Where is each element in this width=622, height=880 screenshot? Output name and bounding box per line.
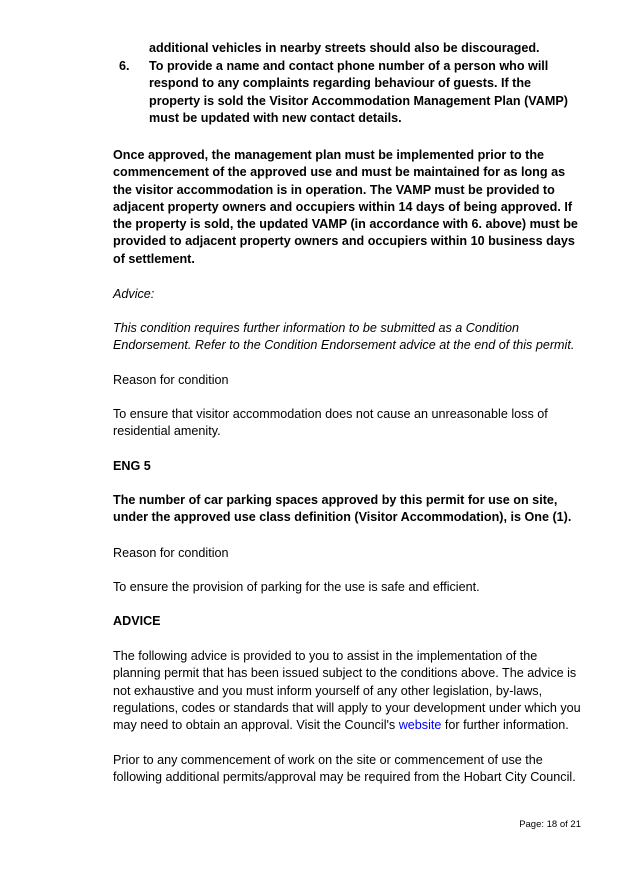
advice-paragraph-text-end: for further information.: [441, 718, 569, 733]
website-link[interactable]: website: [398, 718, 442, 733]
section-heading-advice: ADVICE: [113, 614, 161, 628]
list-item-text: To provide a name and contact phone number of a person who will respond to any complaints regarding behaviour of guests. If the property is sold the Visitor Accommodation Management Plan (VAMP) must be updated with new contact details.: [149, 59, 568, 125]
page-number: Page: 18 of 21: [519, 819, 581, 830]
advice-label: Advice:: [113, 287, 155, 301]
section-heading-eng5: ENG 5: [113, 459, 151, 473]
advice-text: This condition requires further information to be submitted as a Condition Endorsement. Refer to the Condition Endorsement advice at the end of this permit.: [113, 321, 575, 353]
approval-paragraph: Once approved, the management plan must be implemented prior to the commencement of the approved use and must be maintained for as long as the visitor accommodation is in operation. The VAMP must be provided to adjacent property owners and occupiers within 14 days of being approved. If the property is sold, the updated VAMP (in accordance with 6. above) must be provided to adjacent property owners and occupiers within 10 business days of settlement.: [113, 148, 578, 266]
list-item-number: 6.: [119, 59, 130, 73]
list-item-continuation: additional vehicles in nearby streets should also be discouraged.: [149, 41, 540, 55]
reason-text: To ensure that visitor accommodation does not cause an unreasonable loss of residential amenity.: [113, 407, 548, 439]
reason-text: To ensure the provision of parking for the use is safe and efficient.: [113, 580, 480, 594]
advice-paragraph: [113, 648, 583, 734]
permits-paragraph: Prior to any commencement of work on the site or commencement of use the following additional permits/approval may be required from the Hobart City Council.: [113, 753, 576, 785]
reason-heading: Reason for condition: [113, 546, 229, 560]
advice-paragraph-text: The following advice is provided to you to assist in the implementation of the planning permit that has been issued subject to the conditions above. The advice is not exhaustive and you must inform yourself of any other legislation, by-laws, regulations, codes or standards that will apply to your development under which you may need to obtain an approval. Visit the Council's: [113, 649, 581, 733]
eng5-condition-text: The number of car parking spaces approved by this permit for use on site, under the approved use class definition (Visitor Accommodation), is One (1).: [113, 493, 572, 525]
reason-heading: Reason for condition: [113, 373, 229, 387]
